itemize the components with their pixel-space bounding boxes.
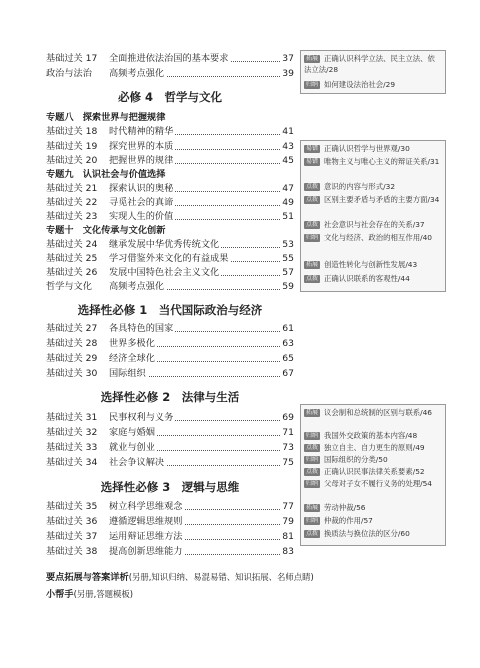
toc-page-number: 67 — [282, 368, 294, 379]
note-item — [304, 430, 442, 441]
note-tag: 点拨 — [306, 221, 319, 228]
toc-title: 高频考点强化 — [109, 281, 165, 292]
toc-label: 基础过关 30 — [46, 368, 98, 379]
toc-page-number: 77 — [282, 501, 294, 512]
note-item — [304, 466, 442, 477]
toc-label: 哲学与文化 — [46, 281, 92, 292]
note-text: 创造性转化与创新性发展/43 — [324, 260, 418, 269]
note-item — [304, 232, 442, 243]
toc-title: 高频考点强化 — [109, 68, 165, 79]
footer-subtitle: (另册,答题模板) — [73, 589, 134, 599]
toc-title: 遵循逻辑思维规则 — [109, 516, 183, 527]
toc-title: 世界多极化 — [109, 338, 155, 349]
toc-page-number: 53 — [282, 239, 294, 250]
section-heading: 必修 4 哲学与文化 — [117, 90, 222, 104]
note-item — [304, 407, 442, 418]
toc-page-number: 55 — [282, 253, 294, 264]
toc-page-number: 73 — [282, 442, 294, 453]
toc-title: 提高创新思维能力 — [109, 546, 183, 557]
toc-row[interactable] — [46, 441, 294, 455]
note-tag: 归纳 — [306, 81, 319, 88]
toc-label: 基础过关 19 — [46, 141, 98, 152]
toc-row[interactable] — [46, 266, 294, 280]
toc-row[interactable] — [46, 545, 294, 559]
note-item — [304, 454, 442, 465]
toc-page-number: 65 — [282, 353, 294, 364]
note-tag: 点拨 — [306, 468, 319, 475]
toc-row[interactable] — [46, 515, 294, 529]
note-item — [304, 156, 442, 167]
note-tag: 归纳 — [306, 456, 319, 463]
note-item — [304, 515, 442, 526]
note-text: 正确认识民事法律关系要素/52 — [324, 467, 425, 476]
toc-label: 基础过关 36 — [46, 516, 98, 527]
toc-row[interactable] — [46, 182, 294, 196]
toc-title: 树立科学思维观念 — [109, 501, 183, 512]
note-text: 国际组织的分类/50 — [324, 455, 388, 464]
toc-page-number: 49 — [282, 197, 294, 208]
note-text: 议会制和总统制的区别与联系/46 — [324, 408, 432, 417]
note-text: 仲裁的作用/57 — [324, 516, 373, 525]
section-heading: 选择性必修 2 法律与生活 — [100, 390, 240, 404]
toc-title: 家庭与婚姻 — [109, 427, 155, 438]
toc-page-number: 61 — [282, 323, 294, 334]
toc-page-number: 75 — [282, 457, 294, 468]
toc-label: 基础过关 37 — [46, 531, 98, 542]
note-text: 换质法与换位法的区分/60 — [324, 529, 410, 538]
toc-label: 基础过关 21 — [46, 183, 98, 194]
toc-page-number: 59 — [282, 281, 294, 292]
toc-row[interactable] — [46, 52, 294, 66]
toc-title: 社会争议解决 — [109, 457, 165, 468]
footer-title: 要点拓展与答案详析 — [46, 572, 129, 583]
toc-label: 基础过关 32 — [46, 427, 98, 438]
note-text: 意识的内容与形式/32 — [324, 182, 396, 191]
toc-title: 发展中国特色社会主义文化 — [109, 267, 220, 278]
toc-title: 探究世界的本质 — [109, 141, 174, 152]
note-tag: 归纳 — [306, 480, 319, 487]
note-text: 如何建设法治社会/29 — [324, 80, 396, 89]
toc-row[interactable] — [46, 280, 294, 294]
toc-title: 就业与创业 — [109, 442, 155, 453]
toc-title: 民事权利与义务 — [109, 412, 174, 423]
toc-title: 时代精神的精华 — [109, 126, 174, 137]
note-item — [304, 442, 442, 453]
toc-row[interactable] — [46, 337, 294, 351]
toc-label: 基础过关 22 — [46, 197, 98, 208]
note-text: 我国外交政策的基本内容/48 — [324, 431, 418, 440]
toc-row[interactable] — [46, 67, 294, 81]
toc-title: 寻觅社会的真谛 — [109, 197, 174, 208]
toc-label: 基础过关 34 — [46, 457, 98, 468]
note-text: 独立自主、自力更生的原则/49 — [324, 443, 425, 452]
note-item — [304, 79, 442, 90]
toc-page-number: 43 — [282, 141, 294, 152]
note-text: 正确认识联系的客观性/44 — [324, 274, 410, 283]
note-text: 文化与经济、政治的相互作用/40 — [324, 233, 432, 242]
toc-row[interactable] — [46, 125, 294, 139]
note-item — [304, 53, 442, 75]
toc-label: 基础过关 35 — [46, 501, 98, 512]
toc-row[interactable] — [46, 322, 294, 336]
toc-page-number: 41 — [282, 126, 294, 137]
note-tag: 拓展 — [306, 261, 319, 268]
toc-row[interactable] — [46, 456, 294, 470]
toc-title: 国际组织 — [109, 368, 146, 379]
footer-title: 小帮手 — [46, 589, 74, 600]
toc-title: 经济全球化 — [109, 353, 155, 364]
note-text: 唯物主义与唯心主义的辩证关系/31 — [324, 157, 440, 166]
toc-row[interactable] — [46, 238, 294, 252]
toc-page-number: 45 — [282, 155, 294, 166]
note-tag: 归纳 — [306, 432, 319, 439]
note-item — [304, 181, 442, 192]
toc-row[interactable] — [46, 252, 294, 266]
toc-row[interactable] — [46, 500, 294, 514]
toc-label: 基础过关 25 — [46, 253, 98, 264]
note-text: 正确认识哲学与世界观/30 — [324, 144, 410, 153]
toc-label: 基础过关 27 — [46, 323, 98, 334]
toc-row[interactable] — [46, 426, 294, 440]
note-item — [304, 502, 442, 513]
topic-title: 专题九 认识社会与价值选择 — [46, 169, 166, 180]
toc-label: 基础过关 23 — [46, 211, 98, 222]
note-text: 劳动仲裁/56 — [324, 503, 366, 512]
note-tag: 归纳 — [306, 234, 319, 241]
note-tag: 点拨 — [306, 530, 319, 537]
toc-title: 运用辩证思维方法 — [109, 531, 183, 542]
toc-page-number: 47 — [282, 183, 294, 194]
section-heading: 选择性必修 3 逻辑与思维 — [100, 480, 240, 494]
section-heading: 选择性必修 1 当代国际政治与经济 — [77, 303, 263, 317]
toc-title: 各具特色的国家 — [109, 323, 174, 334]
toc-row[interactable] — [46, 154, 294, 168]
note-tag: 点拨 — [306, 444, 319, 451]
note-item — [304, 219, 442, 230]
toc-page-number: 39 — [282, 68, 294, 79]
toc-page-number: 51 — [282, 211, 294, 222]
note-tag: 点拨 — [306, 196, 319, 203]
note-tag: 点拨 — [306, 275, 319, 282]
toc-title: 继承发展中华优秀传统文化 — [109, 239, 220, 250]
toc-page-number: 71 — [282, 427, 294, 438]
toc-title: 实现人生的价值 — [109, 211, 174, 222]
toc-row[interactable] — [46, 210, 294, 224]
note-item — [304, 528, 442, 539]
note-item — [304, 194, 442, 205]
footer-subtitle: (另册,知识归纳、易混易错、知识拓展、名师点睛) — [128, 572, 314, 582]
toc-title: 探索认识的奥秘 — [109, 183, 174, 194]
toc-row[interactable] — [46, 530, 294, 544]
toc-label: 基础过关 38 — [46, 546, 98, 557]
note-tag: 归纳 — [306, 517, 319, 524]
toc-row[interactable] — [46, 367, 294, 381]
toc-page-number: 83 — [282, 546, 294, 557]
toc-label: 基础过关 20 — [46, 155, 98, 166]
toc-page-number: 81 — [282, 531, 294, 542]
footer-line — [46, 570, 314, 584]
toc-page-number: 69 — [282, 412, 294, 423]
topic-title: 专题十 文化传承与文化创新 — [46, 225, 166, 236]
note-tag: 拓展 — [306, 409, 319, 416]
toc-label: 基础过关 17 — [46, 53, 98, 64]
toc-page-number: 79 — [282, 516, 294, 527]
toc-title: 学习借鉴外来文化的有益成果 — [109, 253, 229, 264]
topic-title: 专题八 探索世界与把握规律 — [46, 112, 166, 123]
toc-row[interactable] — [46, 352, 294, 366]
toc-label: 政治与法治 — [46, 68, 92, 79]
note-tag: 拓展 — [306, 55, 319, 62]
toc-row[interactable] — [46, 140, 294, 154]
note-tag: 点拨 — [306, 183, 319, 190]
toc-label: 基础过关 18 — [46, 126, 98, 137]
toc-label: 基础过关 26 — [46, 267, 98, 278]
toc-title: 把握世界的规律 — [109, 155, 174, 166]
toc-label: 基础过关 24 — [46, 239, 98, 250]
toc-label: 基础过关 33 — [46, 442, 98, 453]
note-item — [304, 143, 442, 154]
toc-label: 基础过关 31 — [46, 412, 98, 423]
toc-label: 基础过关 29 — [46, 353, 98, 364]
toc-row[interactable] — [46, 196, 294, 210]
toc-page-number: 57 — [282, 267, 294, 278]
toc-page-number: 37 — [282, 53, 294, 64]
toc-row[interactable] — [46, 411, 294, 425]
note-tag: 易错 — [306, 145, 319, 152]
toc-title: 全面推进依法治国的基本要求 — [109, 53, 229, 64]
note-text: 正确认识科学立法、民主立法、依法立法/28 — [304, 54, 435, 74]
note-text: 父母对子女不履行义务的处理/54 — [324, 479, 432, 488]
note-tag: 易错 — [306, 158, 319, 165]
toc-label: 基础过关 28 — [46, 338, 98, 349]
toc-page-number: 63 — [282, 338, 294, 349]
note-item — [304, 259, 442, 270]
note-item — [304, 273, 442, 284]
note-text: 区别主要矛盾与矛盾的主要方面/34 — [324, 195, 440, 204]
note-item — [304, 478, 442, 489]
note-tag: 拓展 — [306, 504, 319, 511]
footer-line — [46, 587, 133, 601]
note-text: 社会意识与社会存在的关系/37 — [324, 220, 425, 229]
